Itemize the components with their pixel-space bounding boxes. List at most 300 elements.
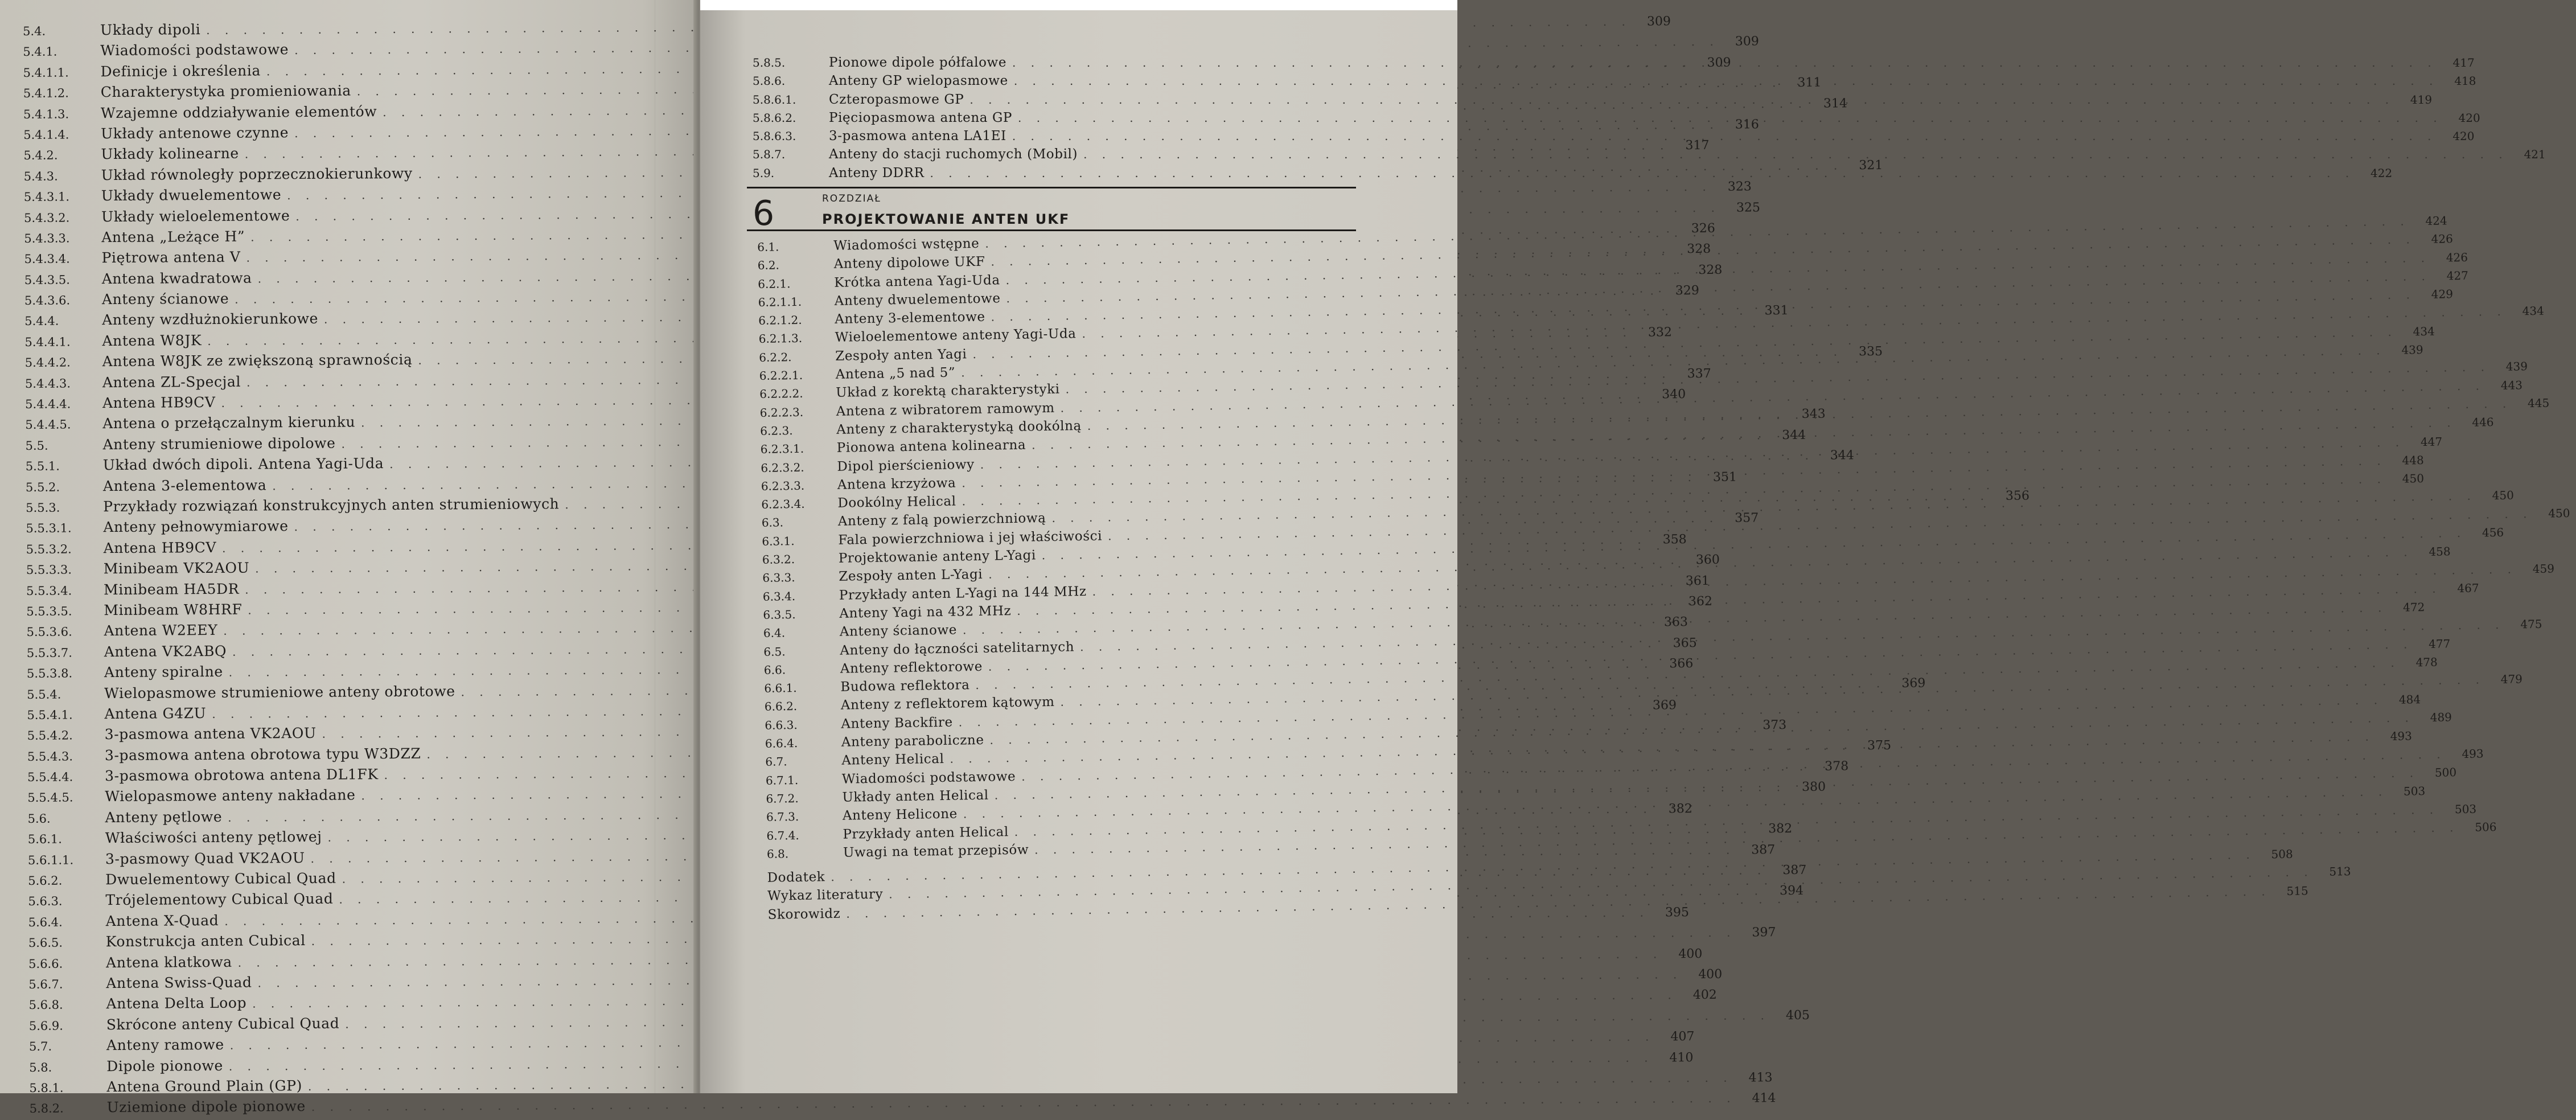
toc-entry-page: 331 [1764,303,1789,318]
toc-entry-title: Wiadomości podstawowe [100,41,289,59]
toc-entry-number: 6.2.3.3. [761,478,805,493]
toc-entry-page: 448 [2402,453,2424,467]
toc-entry-page: 362 [1688,594,1713,609]
chapter-header [747,187,1356,234]
toc-entry-number: 6.7. [765,754,787,769]
toc-entry-number: 5.4.3.5. [24,273,71,287]
toc-entry-title: 3-pasmowy Quad VK2AOU [105,849,305,867]
toc-entry [28,946,1703,974]
toc-entry [28,925,1776,953]
toc-entry-title: Antena Ground Plain (GP) [106,1077,303,1096]
toc-entry-number: 6.2.1.1. [758,294,802,309]
toc-entry-number: 6.3.3. [762,571,795,585]
toc-entry-page: 427 [2446,268,2469,283]
toc-entry-number: 5.6.1.1. [27,853,74,867]
toc-entry-title: Zespoły anten L-Yagi [839,567,983,585]
toc-entry-number: 5.5.3.2. [26,542,72,556]
toc-entry-page: 360 [1695,552,1720,568]
toc-entry-number: 6.3.1. [762,534,795,548]
toc-entry-number: 6.2.3.2. [761,460,804,475]
toc-entry-page: 340 [1662,387,1686,402]
toc-entry-title: Anteny reflektorowe [840,659,983,676]
toc-entry-number: 6.8. [766,847,789,861]
toc-entry-title: Konstrukcja anten Cubical [105,932,306,950]
toc-entry-page: 508 [2271,847,2293,861]
toc-entry-number: 5.5.3.1. [26,521,72,536]
toc-entry-title: 3-pasmowa antena VK2AOU [104,725,317,743]
toc-entry-number: 5.6. [27,811,51,826]
toc-entry-title: Anteny DDRR [829,165,925,180]
toc-entry-page: 407 [1670,1029,1695,1044]
toc-entry-number: 5.4. [23,24,46,38]
toc-entry-page: 434 [2522,304,2545,318]
toc-entry-title: Anteny GP wielopasmowe [829,73,1008,89]
toc-entry-title: Antena kwadratowa [101,269,252,287]
toc-entry-number: 6.1. [757,240,779,255]
toc-entry-page: 311 [1797,75,1822,91]
toc-entry-page: 314 [1823,96,1847,111]
toc-entry-number: 6.2.2.3. [759,405,804,420]
toc-entry-number: 5.4.3. [23,169,58,183]
toc-entry-title: Dipol pierścieniowy [837,457,975,474]
toc-entry-title: Antena „5 nad 5” [835,365,956,383]
toc-entry-page: 419 [2410,92,2433,106]
toc-entry-page: 402 [1692,988,1717,1003]
dot-leader [969,91,2394,109]
toc-entry-title: Wielopasmowe anteny nakładane [105,786,356,805]
toc-entry-page: 426 [2446,250,2468,265]
toc-entry-number: 5.5.3.5. [26,604,72,618]
toc-entry-page: 513 [2329,864,2351,879]
toc-entry-page: 328 [1698,262,1723,277]
toc-entry-page: 446 [2472,415,2494,430]
toc-entry-number: 5.8.6.2. [753,110,796,125]
toc-entry-title: Przykłady anten Helical [843,824,1009,842]
toc-entry-title: Wzajemne oddziaływanie elementów [100,102,377,121]
toc-entry [29,1050,1694,1077]
toc-entry-page: 323 [1727,179,1752,194]
toc-entry-page: 477 [2428,637,2451,651]
toc-entry-page: 325 [1736,200,1761,215]
toc-entry-title: Antena W8JK [102,331,202,350]
toc-entry [753,127,2475,145]
toc-entry-page: 382 [1668,801,1692,817]
toc-entry-page: 357 [1735,511,1759,526]
toc-entry-title: Anteny pełnowymiarowe [103,518,289,536]
toc-entry-page: 382 [1768,822,1793,836]
toc-entry-title: Przykłady anten L-Yagi na 144 MHz [839,584,1087,603]
toc-entry-number: 6.7.2. [766,791,799,806]
toc-entry-title: Antena W2EEY [104,622,218,639]
toc-entry-page: 424 [2425,214,2447,228]
toc-entry-title: Anteny Yagi na 432 MHz [839,604,1012,621]
toc-entry-number: 5.4.4.5. [25,417,71,432]
toc-entry-title: Wiadomości podstawowe [841,769,1016,787]
toc-entry-page: 489 [2430,710,2452,725]
toc-entry-page: 387 [1751,842,1776,858]
toc-entry-number: 5.8.7. [753,147,786,162]
toc-entry-page: 447 [2420,434,2443,449]
toc-entry-number: 5.4.1. [23,45,57,59]
dot-leader [1018,109,2443,127]
toc-entry-number: 5.8. [29,1060,52,1074]
toc-entry-number: 5.5.3.3. [26,563,72,577]
toc-entry-number: 5.4.1.4. [23,128,69,142]
toc-entry-number: 5.8.6.3. [753,129,796,143]
toc-entry-number: 5.4.3.6. [24,293,71,308]
toc-entry-page: 500 [2434,765,2457,780]
toc-entry-number: 5.5.3.7. [26,646,73,660]
toc-entry-number: 5.4.3.4. [24,252,70,266]
toc-entry-page: 417 [2452,56,2475,69]
toc-entry-title: Właściwości anteny pętlowej [105,828,322,847]
toc-entry-number: 5.5.4.2. [27,728,73,743]
toc-entry-page: 337 [1687,366,1711,381]
toc-entry-title: Anteny ścianowe [101,290,229,308]
toc-entry-number: 6.2.2. [759,350,792,364]
toc-entry-number: 6.3.4. [762,589,796,604]
toc-entry-number: 6.6.3. [765,717,798,732]
toc-entry-title: Budowa reflektora [840,678,970,695]
toc-entry-number: 5.5.4.3. [27,749,73,764]
toc-entry-page: 378 [1825,759,1849,774]
toc-entry-title: Antena W8JK ze zwiększoną sprawnością [102,351,413,370]
toc-entry-page: 329 [1675,284,1699,298]
toc-entry-number: 6.6.4. [765,736,798,750]
toc-entry-title: Projektowanie anteny L-Yagi [838,548,1037,566]
toc-entry-title: Antena Swiss-Quad [106,974,252,992]
toc-entry-page: 344 [1830,448,1854,463]
toc-entry-number: 5.9. [753,166,775,180]
toc-entry [28,1008,1810,1036]
toc-entry-number: 6.6. [763,663,786,677]
toc-entry-page: 375 [1867,738,1892,753]
toc-entry-page: 484 [2398,692,2421,707]
toc-entry-page: 493 [2390,729,2413,744]
toc-entry-number: 5.5.3.4. [26,584,72,598]
toc-entry-number: 5.8.5. [753,56,786,69]
toc-entry-number: 6.2. [757,258,780,273]
toc-entry-number: 6.5. [763,644,786,659]
dot-leader [930,164,2355,182]
toc-entry-page: 422 [2370,166,2393,180]
toc-entry-title: Anteny Backfire [841,715,953,732]
toc-entry-title: Krótka antena Yagi-Uda [834,272,1000,290]
toc-entry-title: Anteny do łączności satelitarnych [840,639,1075,658]
toc-entry-number: 5.4.3.1. [23,190,70,204]
toc-entry-title: Układ z korektą charakterystyki [836,382,1060,401]
toc-entry-page: 328 [1687,242,1711,257]
toc-entry-number: 5.5.4.4. [27,770,73,785]
toc-entry-number: 6.2.1.2. [758,313,802,328]
toc-entry-number: 6.2.3.4. [761,497,805,512]
toc-entry-page: 418 [2454,74,2476,88]
toc-entry-title: Antena HB9CV [103,539,217,556]
toc-entry-title: Piętrowa antena V [101,248,241,266]
toc-entry-number: 5.6.6. [28,957,63,971]
toc-entry-title: Minibeam W8HRF [104,601,243,619]
toc-entry-page: 309 [1707,55,1731,70]
toc-entry-title: Antena HB9CV [102,393,216,412]
toc-entry-page: 493 [2462,746,2484,761]
toc-entry-title: Wiadomości wstępne [833,236,980,253]
toc-entry-number: 5.6.3. [28,895,63,909]
toc-entry-page: 358 [1662,532,1687,547]
toc-entry-page: 467 [2457,581,2479,596]
toc-entry-page: 479 [2500,672,2523,687]
toc-entry-title: Antena X-Quad [105,912,219,929]
toc-entry-page: 344 [1782,428,1806,442]
toc-entry-page: 450 [2548,506,2570,520]
toc-entry-page: 309 [1646,14,1671,29]
toc-entry-title: Wieloelementowe anteny Yagi-Uda [835,326,1077,346]
toc-entry-title: Układy anten Helical [842,787,989,805]
toc-entry-title: Dodatek [767,869,825,886]
toc-entry-page: 414 [1752,1091,1776,1106]
toc-entry-title: Anteny Helical [841,752,944,769]
toc-entry-number: 5.7. [28,1039,52,1054]
toc-entry-page: 387 [1782,863,1807,878]
toc-entry-number: 5.5.2. [25,480,60,494]
toc-entry-number: 5.4.3.2. [24,211,70,225]
toc-entry-page: 369 [1652,698,1677,713]
toc-entry-page: 365 [1673,635,1697,651]
toc-entry [29,1070,1773,1098]
toc-entry-number: 5.4.1.3. [23,107,69,121]
toc-entry-number: 5.4.4. [24,314,59,329]
toc-entry-title: Anteny dwuelementowe [834,291,1001,309]
toc-entry-page: 405 [1785,1008,1810,1023]
toc-entry-number: 5.6.1. [27,832,62,847]
toc-entry-number: 5.4.2. [23,148,58,163]
toc-entry-title: Anteny 3-elementowe [835,309,985,327]
toc-entry-number: 5.8.1. [29,1081,64,1095]
toc-entry-page: 443 [2500,378,2523,392]
toc-entry-number: 5.8.6. [753,74,786,88]
toc-entry-number: 6.7.3. [766,810,799,824]
toc-entry-number: 6.2.3. [760,424,793,438]
toc-entry-page: 478 [2415,655,2438,670]
chapter-number: 6 [753,194,775,234]
toc-entry-page: 503 [2403,784,2426,798]
toc-entry-page: 450 [2492,489,2515,503]
toc-entry-title: Antena 3-elementowa [102,476,267,494]
toc-entry-title: Antena ZL-Specjal [102,373,241,391]
toc-entry-number: 5.5.4. [27,687,61,701]
toc-entry-number: 6.7.1. [765,773,799,787]
toc-entry-number: 6.6.2. [764,699,798,714]
chapter-kicker: ROZDZIAŁ [822,193,881,205]
toc-entry-page: 439 [2505,359,2528,374]
toc-entry-page: 445 [2527,396,2550,411]
toc-entry-number: 5.5.1. [25,459,60,474]
toc-entry-page: 426 [2431,232,2454,247]
toc-entry-title: Antena klatkowa [106,953,232,971]
toc-entry-number: 5.6.7. [28,977,63,991]
toc-entry-page: 506 [2475,820,2497,834]
toc-entry-page: 332 [1648,325,1673,340]
toc-entry [23,14,1671,42]
toc-entry-number: 5.8.2. [29,1101,64,1116]
toc-entry-number: 5.4.1.2. [23,86,69,101]
toc-entry-title: Układ dwóch dipoli. Antena Yagi-Uda [102,455,384,474]
toc-entry-page: 475 [2520,617,2542,631]
toc-entry-number: 5.4.1.1. [23,65,69,80]
toc-entry-page: 429 [2431,287,2454,302]
toc-entry-title: Anteny ścianowe [839,622,958,640]
toc-entry-number: 6.2.2.1. [759,368,803,383]
toc-entry-title: Układy wieloelementowe [101,207,290,225]
toc-entry-title: Uwagi na temat przepisów [843,842,1029,860]
toc-entry-title: Anteny paraboliczne [841,732,984,750]
toc-entry-title: Trójelementowy Cubical Quad [105,891,334,909]
toc-entry-title: Antena VK2ABQ [104,642,227,660]
toc-entry-title: Anteny wzdłużnokierunkowe [102,310,319,329]
toc-entry-page: 421 [2524,147,2546,162]
toc-entry-page: 420 [2458,110,2480,125]
toc-entry-number: 6.2.2.2. [759,387,803,401]
toc-entry-number: 6.6.1. [764,681,797,696]
toc-entry-number: 5.5.3. [26,500,60,515]
toc-entry-title: Układ równoległy poprzecznokierunkowy [101,165,413,183]
toc-entry-page: 317 [1685,138,1710,153]
toc-entry-title: Anteny Helicone [842,806,958,824]
toc-entry-number: 5.6.5. [28,936,63,950]
toc-entry-number: 6.2.1.3. [758,331,803,346]
toc-entry-page: 356 [2005,489,2030,503]
toc-entry-title: Czteropasmowe GP [829,92,964,107]
toc-entry-title: Definicje i określenia [100,62,261,80]
toc-entry-title: 3-pasmowa antena LA1EI [829,129,1006,144]
toc-entry-number: 6.2.3.1. [760,442,804,457]
toc-entry-number: 5.6.4. [28,915,63,929]
toc-entry-page: 456 [2481,525,2504,540]
dot-leader [1083,145,2508,163]
chapter-title: PROJEKTOWANIE ANTEN UKF [822,211,1070,228]
toc-entry-page: 369 [1901,676,1926,691]
toc-entry-page: 420 [2452,129,2475,143]
toc-entry-page: 400 [1698,967,1723,982]
toc-entry-title: Antena z wibratorem ramowym [836,400,1055,419]
toc-entry-number: 5.4.3.3. [24,231,70,245]
toc-entry-page: 434 [2413,324,2435,339]
toc-entry-title: Wykaz literatury [767,887,884,904]
toc-entry-title: Antena G4ZU [104,704,207,723]
toc-entry-title: Dookólny Helical [837,494,956,511]
toc-entry-number: 6.3.2. [762,552,795,567]
toc-entry-page: 335 [1859,344,1883,359]
toc-entry-page: 326 [1691,221,1715,236]
toc-entry-number: 5.4.4.4. [25,397,71,412]
toc-entry-number: 6.2.1. [758,276,791,291]
toc-entry-title: 3-pasmowa antena obrotowa typu W3DZZ [104,745,421,764]
toc-entry-page: 459 [2532,561,2555,576]
toc-entry-page: 343 [1801,407,1826,422]
dot-leader [1012,54,2437,72]
toc-entry-title: Pięciopasmowa antena GP [829,110,1012,125]
toc-entry-title: Anteny do stacji ruchomych (Mobil) [829,147,1078,162]
toc-entry-page: 439 [2401,343,2423,357]
toc-entry-title: Zespoły anten Yagi [835,347,967,364]
toc-entry-page: 450 [2402,471,2425,486]
toc-entry-number: 6.4. [763,626,786,641]
toc-entry-title: Pionowa antena kolinearna [836,437,1026,456]
toc-entry-page: 394 [1779,884,1804,899]
toc-entry-title: Przykłady rozwiązań konstrukcyjnych anten strumieniowych [103,495,560,515]
toc-entry-number: 5.8.6.1. [753,92,796,106]
toc-entry-title: Fala powierzchniowa i jej właściwości [838,528,1103,548]
toc-entry-number: 5.5.4.5. [27,790,73,805]
toc-entry-title: Dwuelementowy Cubical Quad [105,869,336,888]
toc-entry-title: Anteny strumieniowe dipolowe [102,434,336,453]
toc-entry-number: 5.5. [25,438,48,453]
toc-entry-number: 5.6.8. [28,998,63,1012]
toc-entry-page: 316 [1735,117,1759,132]
toc-entry-number: 5.5.4.1. [27,708,73,722]
toc-entry-page: 380 [1802,780,1826,795]
toc-entry [28,967,1723,995]
toc-entry-number: 5.4.4.1. [24,335,71,349]
toc-entry-title: 3-pasmowa obrotowa antena DL1FK [105,766,379,785]
toc-entry-page: 309 [1735,34,1759,50]
toc-entry-title: Anteny z charakterystyką dookólną [836,419,1082,437]
toc-entry-number: 6.3.5. [763,608,796,622]
toc-entry-title: Minibeam HA5DR [104,580,240,598]
toc-entry-title: Anteny z reflektorem kątowym [840,695,1055,713]
toc-entry [28,988,1717,1015]
toc-entry-page: 400 [1678,946,1703,961]
toc-entry-page: 413 [1748,1070,1773,1085]
toc-entry-title: Wielopasmowe strumieniowe anteny obrotowe [104,682,455,701]
toc-entry-number: 6.7.4. [766,828,799,843]
toc-entry-title: Antena o przełączalnym kierunku [102,413,356,432]
toc-entry-title: Skrócone anteny Cubical Quad [106,1015,340,1033]
toc-entry-title: Antena Delta Loop [106,994,247,1012]
toc-entry-title: Anteny pętlowe [105,808,223,826]
toc-entry-page: 361 [1685,573,1710,588]
toc-entry-page: 410 [1669,1050,1694,1065]
toc-entry-title: Anteny ramowe [106,1036,224,1054]
toc-entry [23,34,1759,62]
toc-entry-title: Anteny dipolowe UKF [833,255,985,272]
toc-entry-number: 5.5.3.6. [26,625,72,639]
toc-entry-number: 5.6.9. [28,1019,63,1033]
toc-entry-page: 458 [2429,544,2451,559]
toc-entry-page: 397 [1752,925,1776,940]
toc-entry-title: Układy kolinearne [101,145,239,163]
toc-entry-number: 5.4.4.2. [24,355,71,370]
toc-entry-title: Minibeam VK2AOU [103,559,250,577]
toc-entry [28,1029,1695,1057]
toc-entry-number: 5.4.4.3. [24,376,71,391]
dot-leader [1014,72,2439,90]
dot-leader [1012,127,2437,145]
toc-entry-page: 373 [1762,718,1787,733]
toc-entry-number: 5.6.2. [28,873,63,888]
toc-entry-title: Uziemione dipole pionowe [106,1098,306,1116]
toc-entry-title: Anteny spiralne [104,663,223,681]
toc-entry-page: 503 [2454,802,2477,816]
toc-entry-title: Antena krzyżowa [837,475,956,493]
toc-entry-page: 351 [1712,470,1737,485]
toc-entry-page: 395 [1665,905,1689,920]
toc-entry [29,1091,1776,1119]
toc-entry-title: Układy dipoli [100,21,201,39]
toc-entry-title: Skorowidz [767,906,841,922]
toc-entry-title: Układy dwuelementowe [101,186,282,204]
toc-entry-title: Antena „Leżące H” [101,228,245,246]
toc-entry-title: Dipole pionowe [106,1057,223,1074]
